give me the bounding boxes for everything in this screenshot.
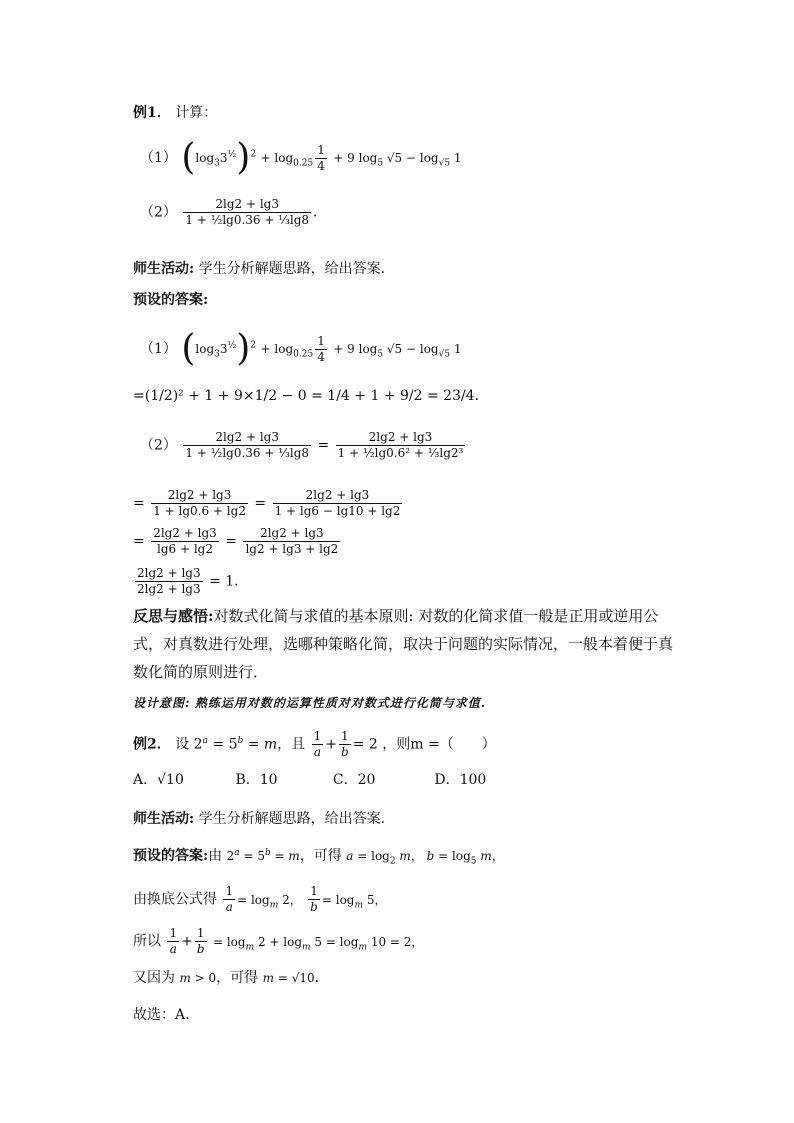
- example2-answer-line5: 故选：A．: [133, 1007, 200, 1023]
- formula1-label: （1）: [140, 150, 177, 166]
- answer-formula2: （2） $\frac{2\lg 2 + \lg 3}{\text{1 + ½lg0.36 + ⅓lg8}}$ = $\frac{2\lg 2 + \lg 3}{\text{1 + ½lg0.6² + ⅓lg2³}}$: [140, 430, 464, 460]
- example2-answer-line3: 所以 $\frac{1}{a}$ + $\frac{1}{b}$ = $\log_m 2 + \log_m 5 = \log_m 10 = 2$，: [133, 926, 424, 956]
- option-c: C．20: [332, 772, 376, 788]
- example1-heading-line: [133, 103, 217, 123]
- answer-step1: =(1/2)² + 1 + 9×1/2 − 0 = 1/4 + 1 + 9/2 = 23/4．: [133, 388, 489, 404]
- formula2: （2） $\frac{2\lg 2 + \lg 3}{\text{1 + ½lg0.36 + ⅓lg8}}$ ．: [140, 197, 328, 227]
- example2-options: [133, 770, 486, 790]
- design-intent: 设计意图: 熟练运用对数的运算性质对对数式进行化简与求值.: [133, 696, 487, 710]
- example1-activity: 师生活动: 学生分析解题思路，给出答案．: [133, 261, 395, 277]
- answer-formula1: （1） $(\log_33^{\frac{1}{2}})^2 + \log_{0.25}$ $\frac{1}{4}$ + 9 $\log_5 √5 - \log_{√5} 1$: [140, 328, 462, 369]
- answer-step4: $\frac{2\lg 2 + \lg 3}{2\lg 2 + \lg 3}$ = 1．: [137, 566, 249, 596]
- example1-heading: 例1．: [133, 105, 171, 121]
- example2-answer-line1: 预设的答案:由 $2^a = 5^b = m$，可得 $a = \log_2 m$， $b = \log_5 m$，: [133, 848, 504, 867]
- reflection-paragraph: 反思与感悟:对数式化简与求值的基本原则: 对数的化简求值一般是正用或逆用公式，对真数进行处理，选哪种策略化简，取决于问题的实际情况，一般本着便于真数化简的原则进行．: [133, 607, 674, 681]
- option-b: B．10: [235, 772, 278, 788]
- option-d: D．100: [434, 772, 487, 788]
- example2-activity: 师生活动: 学生分析解题思路，给出答案．: [133, 811, 395, 827]
- option-a: A．√10: [133, 772, 184, 788]
- example2-question: 例2． 设 $2^a = 5^b = m$，且 $\frac{1}{a}$ + $\frac{1}{b}$ = 2 ，则m =（ ）: [133, 729, 496, 759]
- example2-heading: 例2．: [133, 736, 171, 753]
- example2-answer-line4: 又因为 m > 0，可得 m = √10．: [133, 970, 329, 986]
- example1-task: 计算：: [175, 105, 218, 121]
- example2-answer-line2: 由换底公式得 $\frac{1}{a}$ = $\log_m 2$， $\frac{1}{b}$ = $\log_m 5$，: [133, 884, 387, 914]
- answer-step2: = $\frac{2\lg 2 + \lg 3}{1 + \lg 0.6 + \lg 2}$ = $\frac{2\lg 2 + \lg 3}{1 + \lg 6 - \lg 10 + \lg 2}$: [133, 488, 401, 518]
- formula1: （1） $(\log_33^{\frac{1}{2}})^2 + \log_{0.25}$ $\frac{1}{4}$ + 9 $\log_5 √5 - \log_{√5} 1$: [140, 137, 462, 178]
- example1-answer-label: 预设的答案:: [133, 292, 209, 308]
- answer-step3: = $\frac{2\lg 2 + \lg 3}{\lg 6 + \lg 2}$ = $\frac{2\lg 2 + \lg 3}{\lg 2 + \lg 3 + \lg 2}$: [133, 526, 339, 556]
- formula2-label: （2）: [140, 204, 177, 221]
